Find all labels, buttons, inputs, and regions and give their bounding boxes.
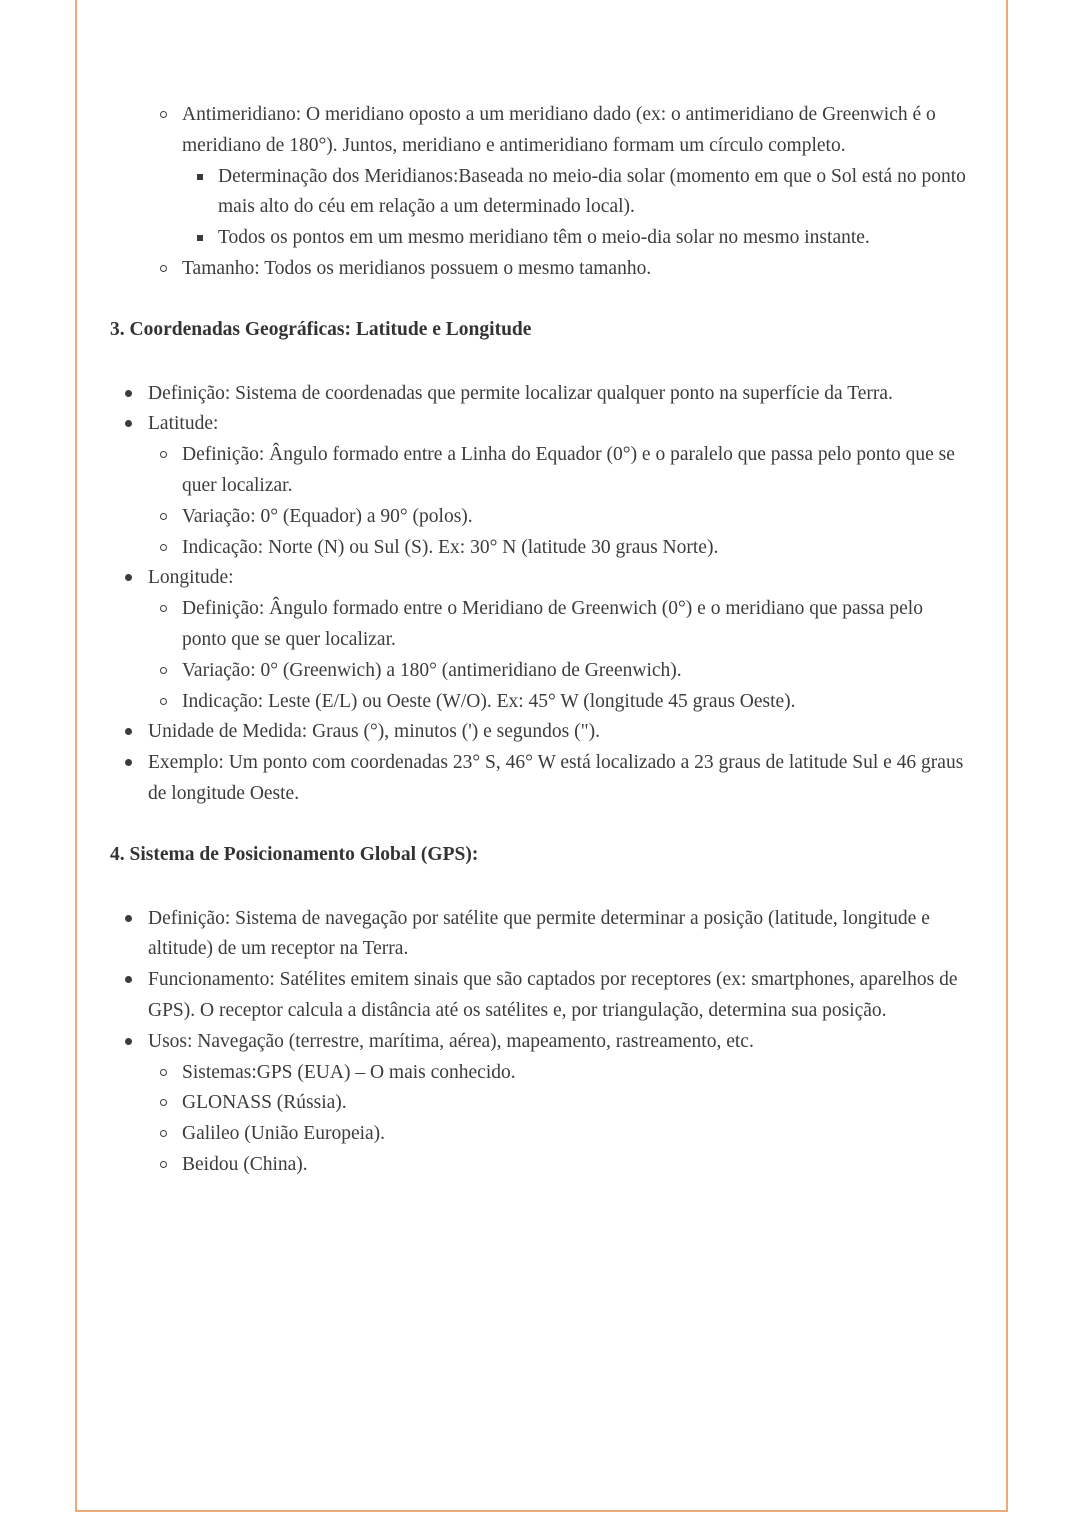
- list-item: [110, 965, 970, 1027]
- disc-bullet-icon: [125, 728, 132, 735]
- list-item-text: Antimeridiano: O meridiano oposto a um meridiano dado (ex: o antimeridiano de Greenwich é o meridiano de 180°). Juntos, meridiano e antimeridiano formam um círculo completo.: [182, 104, 936, 156]
- list-item-text: Todos os pontos em um mesmo meridiano têm o meio-dia solar no mesmo instante.: [218, 227, 870, 249]
- list-item-text: Usos: Navegação (terrestre, marítima, aérea), mapeamento, rastreamento, etc.: [148, 1030, 754, 1052]
- square-bullet-icon: [197, 235, 203, 241]
- disc-bullet-icon: [125, 976, 132, 983]
- square-bullet-icon: [197, 174, 203, 180]
- list-item-text: Variação: 0° (Greenwich) a 180° (antimeridiano de Greenwich).: [182, 659, 682, 681]
- circle-bullet-icon: [160, 544, 167, 551]
- list-item: [110, 254, 970, 285]
- list-item: [110, 594, 970, 656]
- disc-bullet-icon: [125, 574, 132, 581]
- list-item-text: Beidou (China).: [182, 1153, 308, 1175]
- disc-bullet-icon: [125, 390, 132, 397]
- section-heading: 4. Sistema de Posicionamento Global (GPS):: [110, 843, 479, 865]
- list-item-text: Exemplo: Um ponto com coordenadas 23° S, 46° W está localizado a 23 graus de latitude Sul e 46 graus de longitude Oeste.: [148, 752, 964, 804]
- list-item-text: Definição: Ângulo formado entre a Linha do Equador (0°) e o paralelo que passa pelo ponto que se quer localizar.: [182, 444, 955, 496]
- list-item: [110, 440, 970, 502]
- list-item: [110, 1150, 970, 1181]
- list-item: [110, 502, 970, 533]
- list-item: [110, 1058, 970, 1089]
- list-item-text: Funcionamento: Satélites emitem sinais que são captados por receptores (ex: smartphones, aparelhos de GPS). O receptor calcula a distância até os satélites e, por triangulação, determina sua posição.: [148, 969, 958, 1021]
- circle-bullet-icon: [160, 1130, 167, 1137]
- circle-bullet-icon: [160, 513, 167, 520]
- list-item-text: Tamanho: Todos os meridianos possuem o mesmo tamanho.: [182, 257, 652, 279]
- list-item-text: Determinação dos Meridianos:Baseada no meio-dia solar (momento em que o Sol está no ponto mais alto do céu em relação a um determinado local).: [218, 165, 966, 218]
- list-item: [110, 656, 970, 687]
- list-item: [110, 717, 970, 748]
- circle-bullet-icon: [160, 451, 167, 458]
- list-item: [110, 904, 970, 966]
- list-item-text: Indicação: Norte (N) ou Sul (S). Ex: 30° N (latitude 30 graus Norte).: [182, 536, 719, 558]
- list-item-text: Unidade de Medida: Graus (°), minutos (') e segundos (").: [148, 721, 600, 743]
- circle-bullet-icon: [160, 605, 167, 612]
- list-item-text: Sistemas:GPS (EUA) – O mais conhecido.: [182, 1061, 516, 1083]
- circle-bullet-icon: [160, 698, 167, 705]
- circle-bullet-icon: [160, 1161, 167, 1168]
- disc-bullet-icon: [125, 915, 132, 922]
- list-item: [110, 1088, 970, 1119]
- list-item-text: Variação: 0° (Equador) a 90° (polos).: [182, 505, 473, 527]
- list-item: [110, 409, 970, 440]
- list-item-text: Longitude:: [148, 567, 234, 589]
- circle-bullet-icon: [160, 1069, 167, 1076]
- list-item-text: Galileo (União Europeia).: [182, 1123, 386, 1145]
- document-content: [110, 100, 970, 1181]
- list-item-text: Latitude:: [148, 413, 219, 435]
- list-item: [110, 563, 970, 594]
- list-item: [110, 1119, 970, 1150]
- list-item: [110, 687, 970, 718]
- list-item: [110, 1027, 970, 1058]
- circle-bullet-icon: [160, 265, 167, 272]
- section-heading: 3. Coordenadas Geográficas: Latitude e Longitude: [110, 318, 532, 340]
- list-item-text: GLONASS (Rússia).: [182, 1092, 347, 1114]
- list-item: [110, 379, 970, 410]
- circle-bullet-icon: [160, 111, 167, 118]
- list-item: [110, 223, 970, 254]
- list-item-text: Definição: Sistema de coordenadas que permite localizar qualquer ponto na superfície da Terra.: [148, 382, 893, 404]
- disc-bullet-icon: [125, 420, 132, 427]
- circle-bullet-icon: [160, 667, 167, 674]
- list-item: [110, 748, 970, 810]
- list-item: [110, 533, 970, 564]
- list-item: [110, 162, 970, 224]
- list-item-text: Indicação: Leste (E/L) ou Oeste (W/O). Ex: 45° W (longitude 45 graus Oeste).: [182, 690, 796, 712]
- list-item-text: Definição: Ângulo formado entre o Meridiano de Greenwich (0°) e o meridiano que passa pelo ponto que se quer localizar.: [182, 598, 923, 650]
- disc-bullet-icon: [125, 1038, 132, 1045]
- disc-bullet-icon: [125, 759, 132, 766]
- circle-bullet-icon: [160, 1099, 167, 1106]
- list-item: [110, 100, 970, 162]
- list-item-text: Definição: Sistema de navegação por satélite que permite determinar a posição (latitude, longitude e altitude) de um receptor na Terra.: [148, 907, 930, 960]
